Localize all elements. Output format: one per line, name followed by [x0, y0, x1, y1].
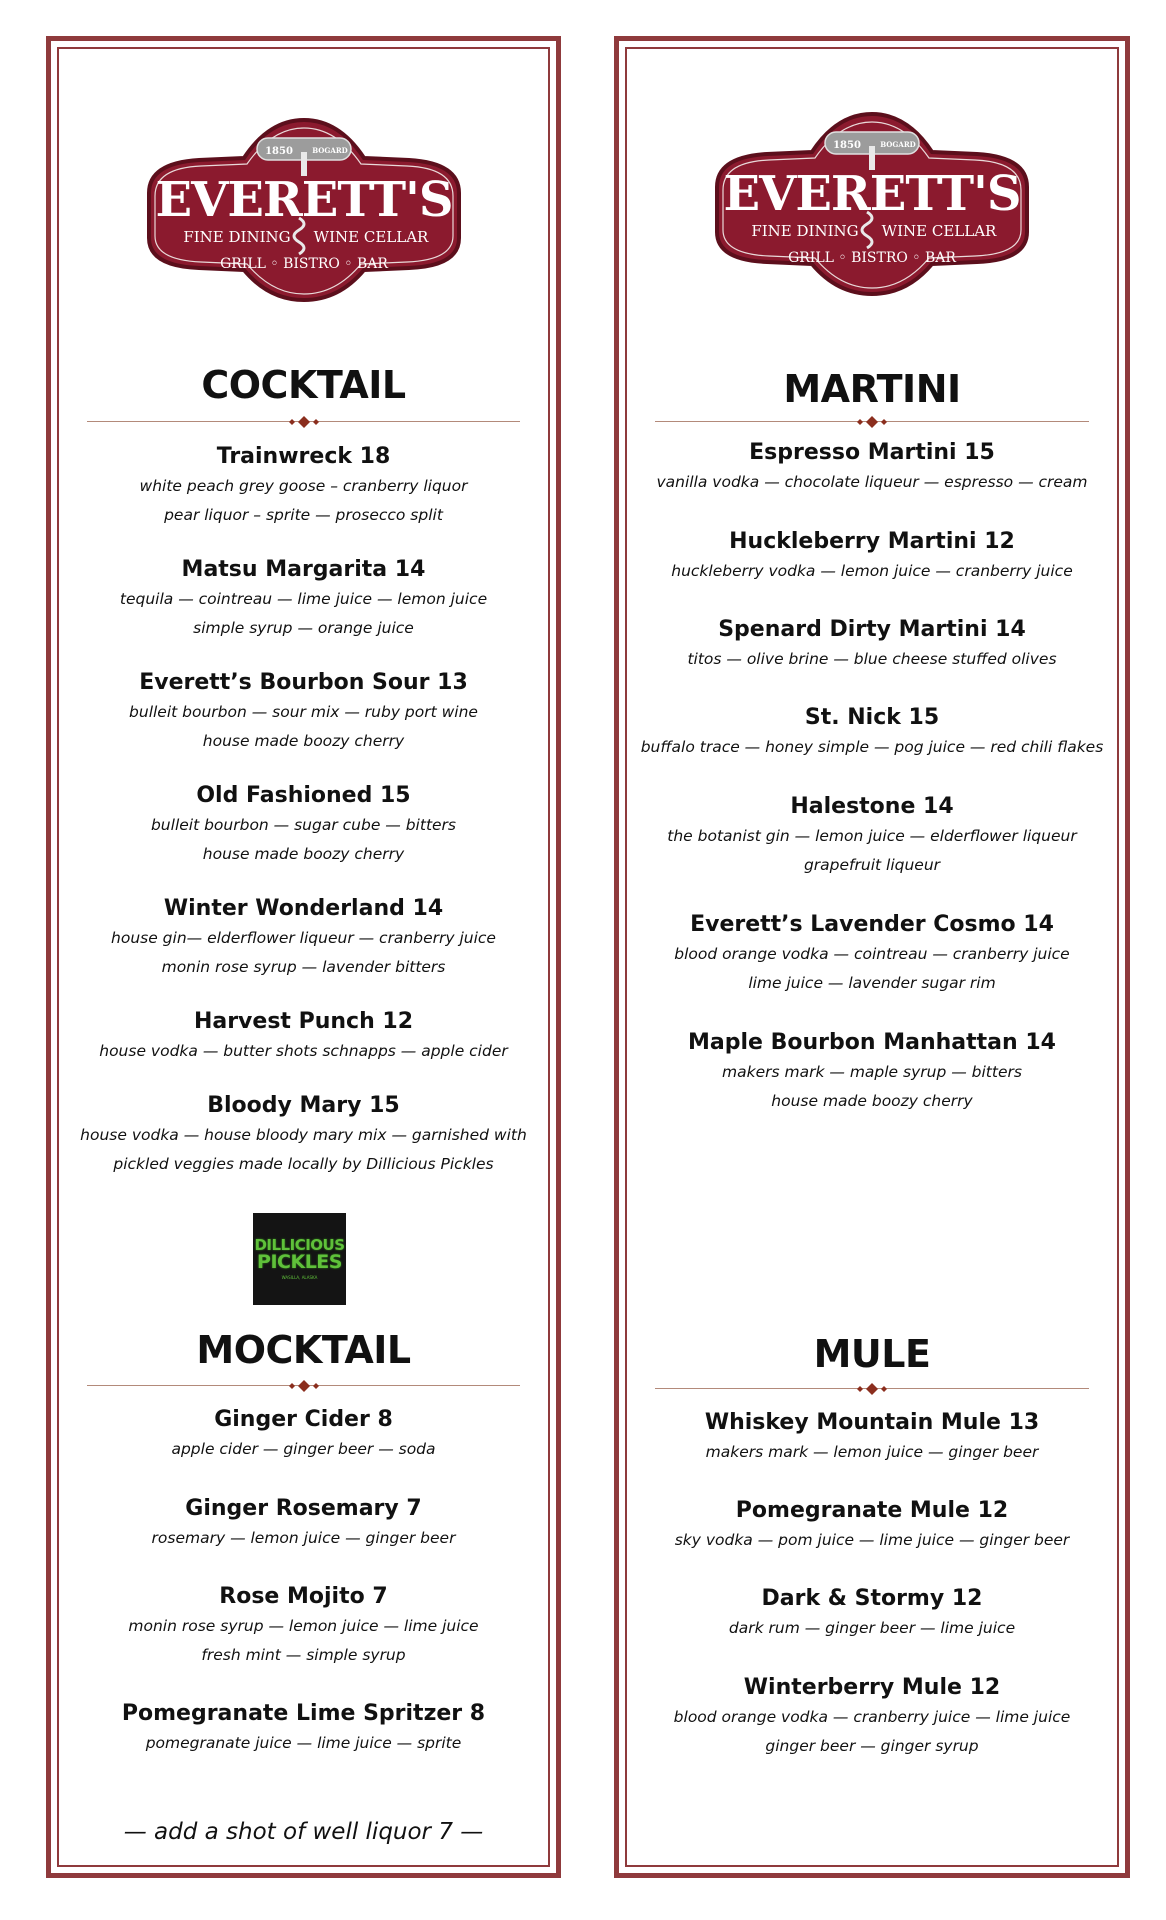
- item-desc: white peach grey goose – cranberry liquor: [139, 477, 468, 495]
- item-desc: dark rum — ginger beer — lime juice: [728, 1619, 1016, 1637]
- mule-divider: [655, 1382, 1089, 1396]
- pickles-logo-line2: PICKLES: [257, 1251, 342, 1273]
- menu-item: [619, 1673, 1125, 1761]
- item-name: Ginger Cider 8: [214, 1407, 393, 1432]
- menu-item: [51, 1494, 556, 1553]
- item-name: Winter Wonderland 14: [163, 896, 444, 921]
- item-desc: house made boozy cherry: [771, 1092, 973, 1110]
- item-name: Ginger Rosemary 7: [185, 1496, 422, 1521]
- cocktail-heading: COCKTAIL: [201, 363, 406, 407]
- item-desc: house made boozy cherry: [202, 732, 405, 750]
- item-desc: simple syrup — orange juice: [193, 619, 414, 637]
- item-desc: fresh mint — simple syrup: [201, 1646, 406, 1664]
- svg-text:EVERETT'S: EVERETT'S: [155, 172, 452, 228]
- item-desc: titos — olive brine — blue cheese stuffed olives: [687, 650, 1057, 668]
- item-desc: tequila — cointreau — lime juice — lemon juice: [119, 590, 488, 608]
- item-desc: makers mark — maple syrup — bitters: [722, 1063, 1022, 1081]
- item-desc: house vodka — house bloody mary mix — garnished with: [80, 1126, 527, 1144]
- item-name: Whiskey Mountain Mule 13: [704, 1410, 1040, 1435]
- menu-item: [51, 1405, 556, 1464]
- menu-item: [619, 910, 1125, 998]
- item-name: Everett’s Lavender Cosmo 14: [690, 912, 1054, 937]
- left-menu-panel: [46, 36, 561, 1878]
- item-desc: house gin— elderflower liqueur — cranberry juice: [111, 929, 496, 947]
- svg-text:BOGARD: BOGARD: [880, 140, 916, 149]
- item-desc: buffalo trace — honey simple — pog juice — red chili flakes: [640, 738, 1104, 756]
- menu-item: [51, 555, 556, 643]
- menu-item: [619, 1408, 1125, 1467]
- item-desc: huckleberry vodka — lemon juice — cranberry juice: [671, 562, 1073, 580]
- menu-item: [51, 1007, 556, 1066]
- item-name: Bloody Mary 15: [207, 1093, 400, 1118]
- diamond-ornament-icon: [852, 415, 892, 429]
- item-desc: vanilla vodka — chocolate liqueur — espresso — cream: [656, 473, 1088, 491]
- diamond-ornament-icon: [284, 1379, 324, 1393]
- everetts-logo-graphic: [707, 102, 1037, 302]
- svg-text:WINE CELLAR: WINE CELLAR: [881, 222, 997, 240]
- item-name: Espresso Martini 15: [749, 440, 995, 465]
- item-desc: apple cider — ginger beer — soda: [171, 1440, 436, 1458]
- item-name: Matsu Margarita 14: [181, 557, 426, 582]
- item-name: Everett’s Bourbon Sour 13: [139, 670, 468, 695]
- svg-text:EVERETT'S: EVERETT'S: [723, 166, 1021, 222]
- menu-item: [51, 1582, 556, 1670]
- svg-text:1850: 1850: [264, 146, 293, 157]
- item-desc: bulleit bourbon — sour mix — ruby port wine: [129, 703, 478, 721]
- item-name: Rose Mojito 7: [219, 1584, 388, 1609]
- diamond-ornament-icon: [284, 415, 324, 429]
- item-desc: makers mark — lemon juice — ginger beer: [705, 1443, 1039, 1461]
- svg-text:WINE CELLAR: WINE CELLAR: [313, 228, 428, 246]
- item-desc: lime juice — lavender sugar rim: [748, 974, 996, 992]
- item-desc: monin rose syrup — lemon juice — lime juice: [128, 1617, 479, 1635]
- menu-item: [619, 527, 1125, 586]
- pickles-logo-line1: DILLICIOUS: [254, 1236, 345, 1254]
- svg-text:FINE DINING: FINE DINING: [182, 228, 291, 246]
- item-desc: ginger beer — ginger syrup: [765, 1737, 979, 1755]
- item-desc: sky vodka — pom juice — lime juice — ginger beer: [674, 1531, 1070, 1549]
- menu-item: [51, 1699, 556, 1758]
- item-name: Old Fashioned 15: [196, 783, 411, 808]
- right-menu-panel: [614, 36, 1130, 1878]
- item-desc: pickled veggies made locally by Dillicious Pickles: [113, 1155, 494, 1173]
- svg-text:GRILL ◦ BISTRO ◦ BAR: GRILL ◦ BISTRO ◦ BAR: [788, 250, 956, 266]
- menu-item: [51, 894, 556, 982]
- item-name: Pomegranate Lime Spritzer 8: [121, 1701, 486, 1726]
- item-name: Winterberry Mule 12: [743, 1675, 1001, 1700]
- cocktail-divider: [87, 415, 520, 429]
- menu-item: [619, 1584, 1125, 1643]
- item-desc: bulleit bourbon — sugar cube — bitters: [150, 816, 457, 834]
- mocktail-heading: MOCKTAIL: [196, 1328, 411, 1372]
- item-name: Trainwreck 18: [216, 444, 391, 469]
- item-desc: house made boozy cherry: [202, 845, 405, 863]
- menu-item: [619, 615, 1125, 674]
- item-name: Pomegranate Mule 12: [735, 1498, 1009, 1523]
- item-desc: grapefruit liqueur: [803, 856, 941, 874]
- item-desc: the botanist gin — lemon juice — elderflower liqueur: [667, 827, 1077, 845]
- everetts-logo: [139, 108, 469, 308]
- item-name: Harvest Punch 12: [193, 1009, 414, 1034]
- svg-text:BOGARD: BOGARD: [311, 146, 348, 155]
- menu-item: [51, 442, 556, 530]
- item-name: Halestone 14: [790, 794, 954, 819]
- menu-item: [51, 781, 556, 869]
- pickles-logo-line3: WASILLA, ALASKA: [281, 1275, 318, 1280]
- item-name: St. Nick 15: [804, 705, 940, 730]
- svg-text:FINE DINING: FINE DINING: [751, 222, 859, 240]
- add-liquor-note: — add a shot of well liquor 7 —: [123, 1819, 484, 1845]
- martini-heading: MARTINI: [783, 367, 961, 411]
- item-name: Huckleberry Martini 12: [729, 529, 1015, 554]
- menu-item: [619, 1028, 1125, 1116]
- dillicious-pickles-logo: [253, 1213, 346, 1305]
- item-desc: rosemary — lemon juice — ginger beer: [151, 1529, 456, 1547]
- diamond-ornament-icon: [852, 1382, 892, 1396]
- item-name: Dark & Stormy 12: [761, 1586, 983, 1611]
- item-desc: blood orange vodka — cointreau — cranberry juice: [674, 945, 1070, 963]
- item-desc: monin rose syrup — lavender bitters: [161, 958, 446, 976]
- item-desc: house vodka — butter shots schnapps — apple cider: [99, 1042, 508, 1060]
- item-desc: pear liquor – sprite — prosecco split: [164, 506, 443, 524]
- martini-divider: [655, 415, 1089, 429]
- menu-item: [619, 438, 1125, 497]
- mocktail-divider: [87, 1379, 520, 1393]
- item-name: Spenard Dirty Martini 14: [718, 617, 1026, 642]
- mule-heading: MULE: [813, 1332, 931, 1376]
- everetts-logo: [707, 102, 1037, 302]
- item-name: Maple Bourbon Manhattan 14: [688, 1030, 1056, 1055]
- everetts-logo-graphic: [139, 108, 469, 308]
- item-desc: blood orange vodka — cranberry juice — lime juice: [673, 1708, 1071, 1726]
- menu-item: [51, 1091, 556, 1179]
- svg-text:GRILL ◦ BISTRO ◦ BAR: GRILL ◦ BISTRO ◦ BAR: [219, 256, 388, 272]
- menu-item: [51, 668, 556, 756]
- item-desc: pomegranate juice — lime juice — sprite: [145, 1734, 462, 1752]
- menu-item: [619, 1496, 1125, 1555]
- svg-text:1850: 1850: [833, 140, 861, 151]
- menu-item: [619, 703, 1125, 762]
- menu-item: [619, 792, 1125, 880]
